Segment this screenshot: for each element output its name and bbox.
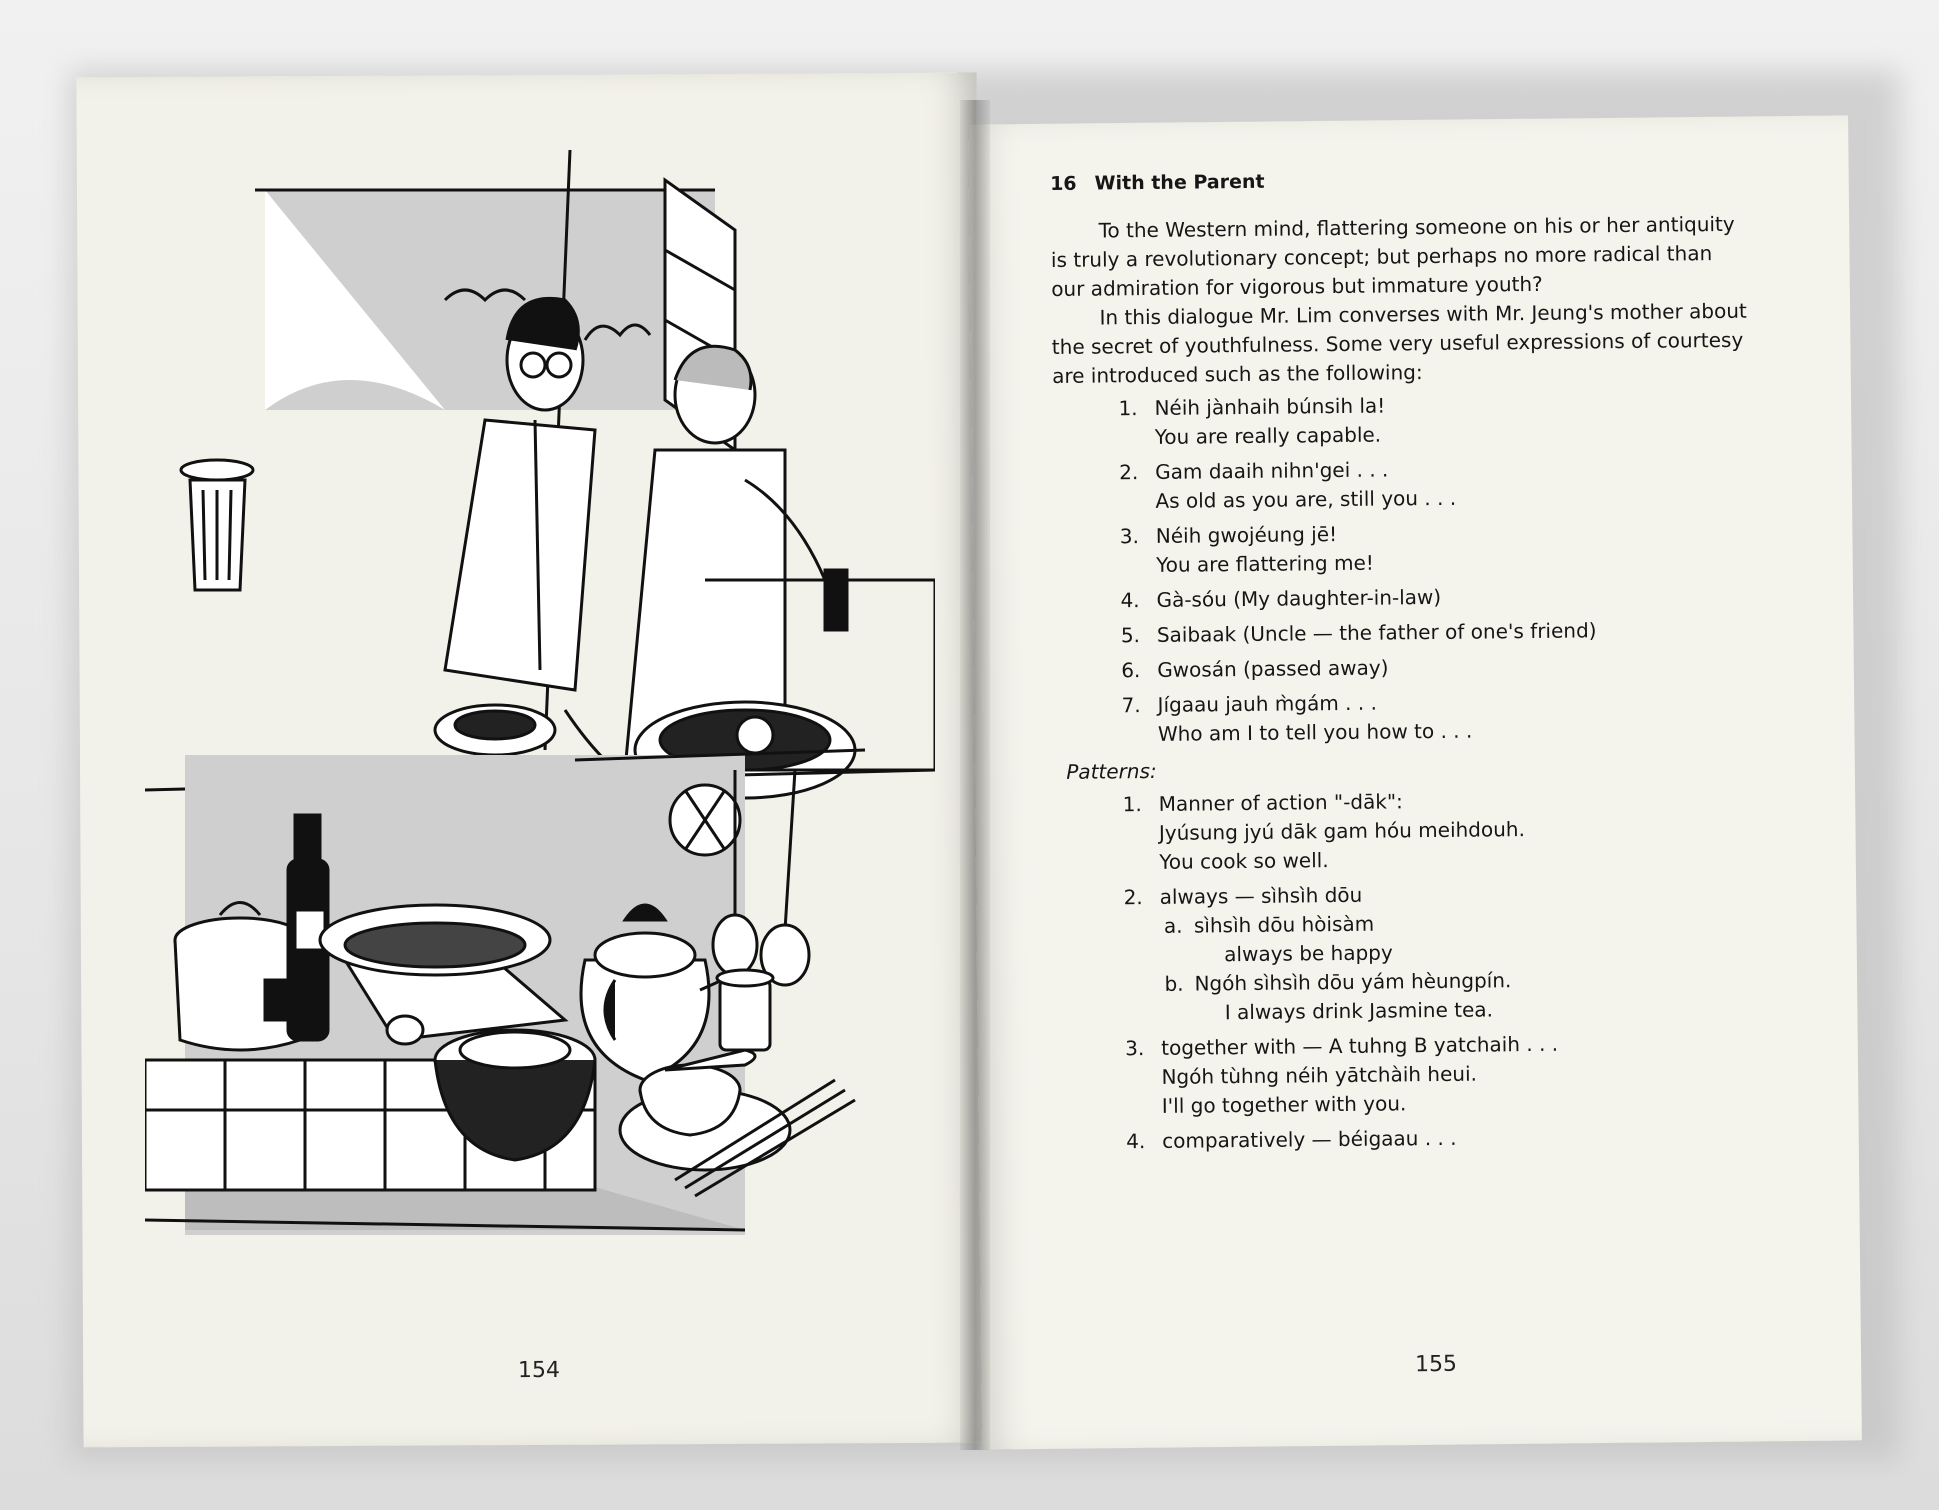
expression-item	[1120, 516, 1755, 581]
expression-cantonese: Gam daaih nihn'gei . . .	[1155, 457, 1389, 484]
expression-cantonese: Saibaak (Uncle — the father of one's friend)	[1156, 618, 1597, 647]
patterns-list	[1057, 784, 1761, 1157]
intro-paragraph-2: In this dialogue Mr. Lim converses with Mr. Jeung's mother about the secret of youthfulness. Some very useful expressions of courtesy are introduced such as the following:	[1051, 298, 1747, 388]
pattern-example: Jyúsung jyú dāk gam hóu meihdouh.	[1158, 817, 1526, 845]
intro-paragraph-1: To the Western mind, flattering someone on his or her antiquity is truly a revolutionary concept; but perhaps no more radical than our admiration for vigorous but immature youth?	[1050, 211, 1735, 301]
expression-cantonese: Néih gwojéung jē!	[1155, 522, 1338, 548]
right-page-text	[1050, 163, 1760, 1163]
pattern-item	[1125, 1028, 1760, 1122]
expression-item	[1121, 615, 1755, 651]
pattern-title: together with — A tuhng B yatchaih . . .	[1161, 1031, 1559, 1060]
expression-english: You are really capable.	[1154, 422, 1382, 449]
expression-item	[1118, 388, 1753, 453]
section-number: 16	[1050, 172, 1077, 195]
pattern-translation: I'll go together with you.	[1161, 1091, 1407, 1118]
kitchen-illustration	[145, 150, 935, 1320]
item-number: 1.	[1122, 792, 1142, 817]
item-number: 1.	[1118, 396, 1138, 421]
expression-item	[1119, 452, 1754, 517]
expression-cantonese: Néih jànhaih búnsih la!	[1154, 393, 1386, 420]
item-number: 3.	[1119, 524, 1140, 549]
expression-cantonese: Jígaau jauh m̀gám . . .	[1157, 690, 1378, 717]
pattern-item	[1126, 1121, 1760, 1157]
item-number: 2.	[1123, 885, 1143, 910]
item-number: 4.	[1126, 1129, 1146, 1154]
pattern-translation: You cook so well.	[1159, 848, 1329, 874]
expressions-list	[1052, 388, 1756, 750]
pattern-title: Manner of action "-dāk":	[1158, 789, 1403, 816]
pattern-sublist	[1160, 906, 1759, 1028]
subitem-letter: a.	[1163, 913, 1183, 938]
bottom-panel-kitchen-items	[145, 750, 865, 1235]
pattern-item	[1122, 784, 1757, 878]
expression-english: Who am I to tell you how to . . .	[1157, 718, 1473, 746]
right-page-number: 155	[1414, 1351, 1458, 1378]
pattern-example: sìhsìh dōu hòisàm	[1193, 911, 1375, 938]
pattern-example: Ngóh tùhng néih yātchàih heui.	[1161, 1061, 1478, 1089]
item-number: 6.	[1121, 658, 1141, 683]
item-number: 5.	[1120, 623, 1141, 648]
expression-cantonese: Gà-sóu (My daughter-in-law)	[1156, 584, 1442, 612]
expression-item	[1120, 580, 1754, 616]
expression-english: You are flattering me!	[1156, 550, 1374, 577]
subitem-letter: b.	[1164, 971, 1184, 996]
item-number: 4.	[1120, 588, 1140, 613]
pattern-subitem	[1164, 906, 1759, 970]
item-number: 2.	[1119, 460, 1139, 485]
item-number: 7.	[1121, 693, 1141, 718]
pattern-example: Ngóh sìhsìh dōu yám hèungpín.	[1194, 968, 1512, 996]
left-page-number: 154	[517, 1357, 561, 1384]
item-number: 3.	[1125, 1036, 1145, 1061]
section-title: With the Parent	[1094, 170, 1265, 195]
pattern-translation: I always drink Jasmine tea.	[1224, 997, 1494, 1025]
pattern-title: comparatively — béigaau . . .	[1162, 1125, 1457, 1153]
patterns-heading: Patterns:	[1066, 758, 1157, 784]
section-heading	[1050, 163, 1750, 199]
expression-item	[1121, 685, 1756, 750]
pattern-translation: always be happy	[1224, 940, 1393, 967]
expression-english: As old as you are, still you . . .	[1155, 485, 1457, 513]
pattern-subitem	[1164, 964, 1759, 1028]
expression-item	[1121, 650, 1755, 686]
top-panel-cooking-scene	[145, 150, 935, 810]
book-gutter	[960, 100, 990, 1450]
expression-cantonese: Gwosán (passed away)	[1157, 655, 1389, 682]
pattern-title: always — sìhsìh dōu	[1159, 882, 1363, 909]
pattern-item	[1123, 877, 1758, 1029]
